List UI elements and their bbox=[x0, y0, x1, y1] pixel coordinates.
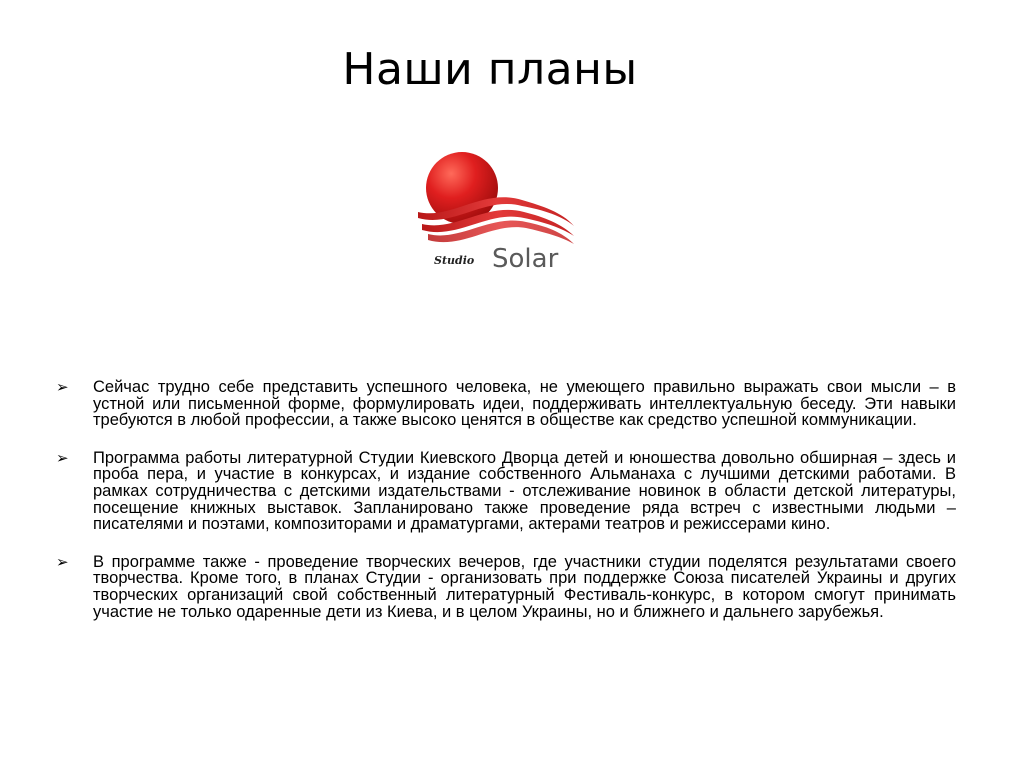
arrow-bullet-icon: ➢ bbox=[56, 553, 69, 571]
studio-solar-logo bbox=[412, 140, 582, 276]
bullet-list bbox=[56, 379, 956, 641]
bullet-item-1 bbox=[56, 379, 956, 429]
logo-brand-text: Solar bbox=[492, 244, 559, 274]
bullet-text-2: Программа работы литературной Студии Киевского Дворца детей и юношества довольно обширная – здесь и проба пера, и участие в конкурсах, и издание собственного Альманаха с лучшими детскими работами. В рамках сотрудничества с детскими издательствами - отслеживание новинок в области детской литературы, посещение книжных выставок. Запланировано также проведение ряда встреч с известными людьми – писателями и поэтами, композиторами и драматургами, актерами театров и режиссерами кино. bbox=[93, 448, 956, 534]
arrow-bullet-icon: ➢ bbox=[56, 449, 69, 467]
logo-studio-text: Studio bbox=[434, 254, 475, 267]
bullet-item-3 bbox=[56, 554, 956, 620]
arrow-bullet-icon: ➢ bbox=[56, 379, 69, 396]
bullet-text-3: В программе также - проведение творческих вечеров, где участники студии поделятся результатами своего творчества. Кроме того, в планах Студии - организовать при поддержке Союза писателей Украины и других творческих организаций свой собственный литературный Фестиваль-конкурс, в котором смогут принимать участие не только одаренные дети из Киева, и в целом Украины, но и ближнего и дальнего зарубежья. bbox=[93, 552, 956, 621]
solar-logo-graphic bbox=[412, 140, 582, 276]
bullet-item-2 bbox=[56, 450, 956, 533]
slide-title: Наши планы bbox=[342, 44, 638, 95]
bullet-text-1: Сейчас трудно себе представить успешного человека, не умеющего правильно выражать свои мысли – в устной или письменной форме, формулировать идеи, поддерживать интеллектуальную беседу. Эти навыки требуются в любой профессии, а также высоко ценятся в обществе как средство успешной коммуникации. bbox=[93, 378, 956, 430]
